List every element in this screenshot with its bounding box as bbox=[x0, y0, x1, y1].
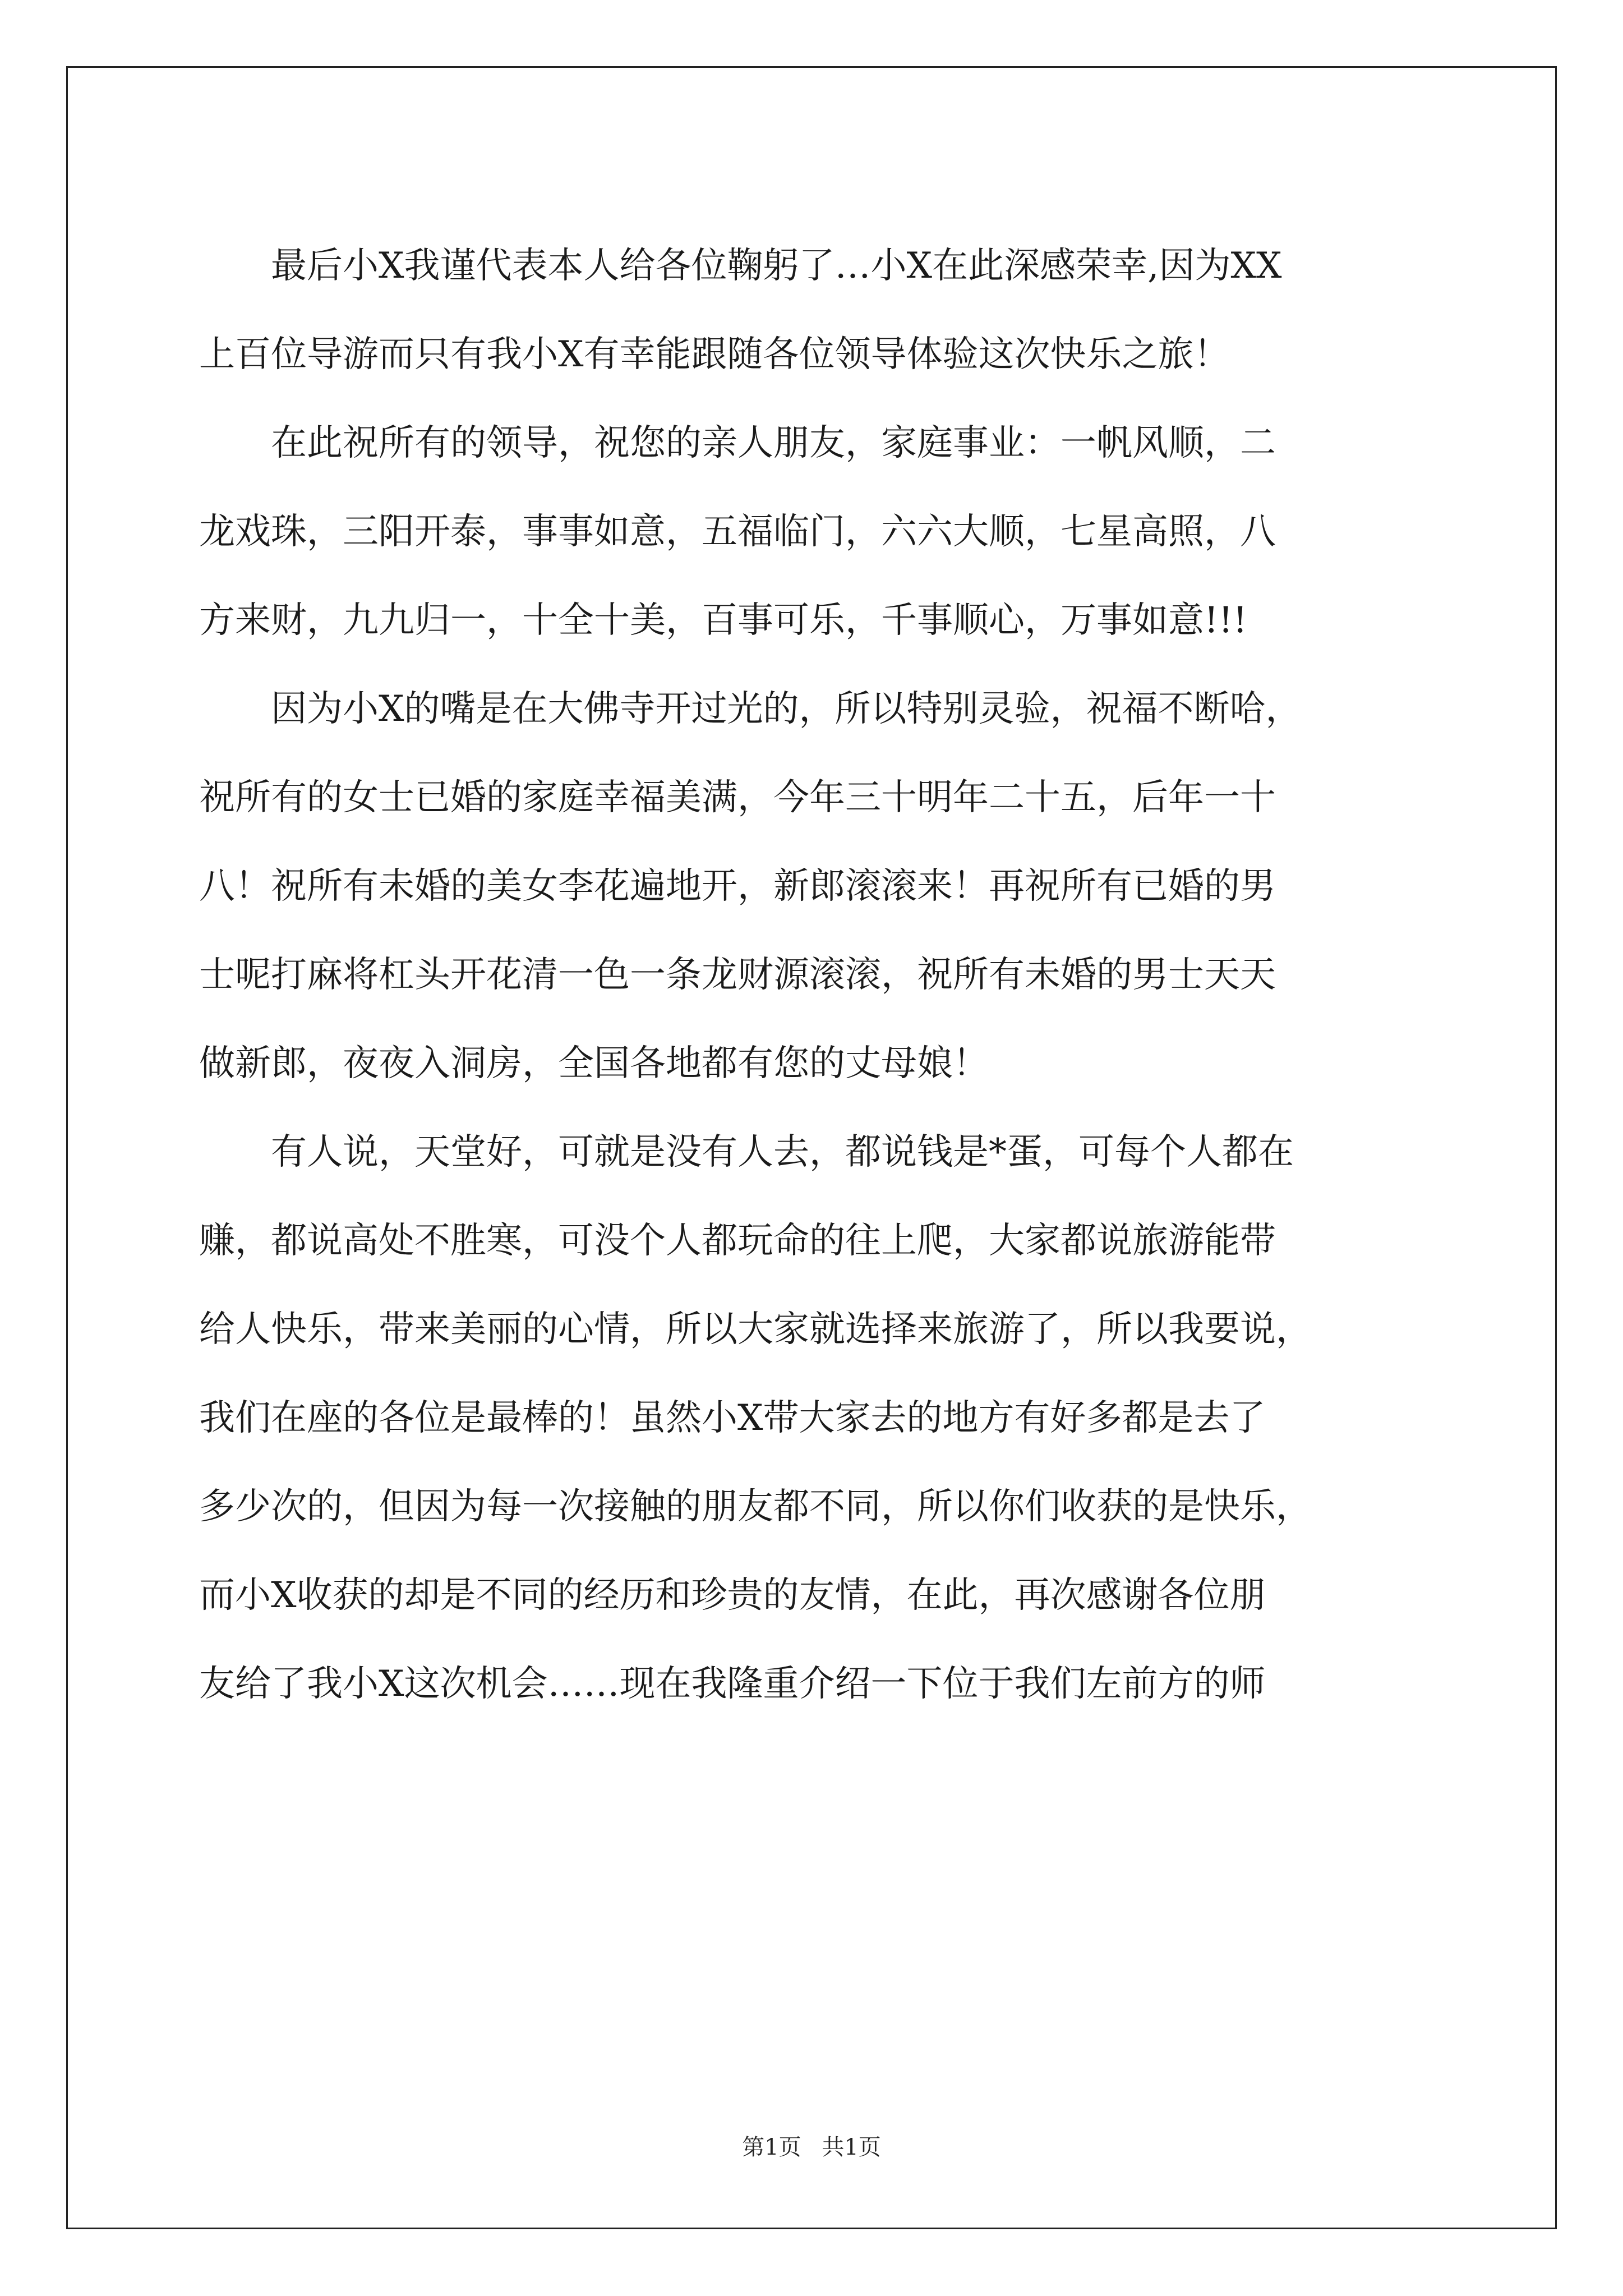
page-number-total: 共1页 bbox=[822, 2134, 881, 2160]
text-line: 方来财，九九归一，十全十美，百事可乐，千事顺心，万事如意!!! bbox=[199, 600, 1248, 641]
text-line: 士呢打麻将杠头开花清一色一条龙财源滚滚，祝所有未婚的男士天天 bbox=[199, 954, 1276, 996]
text-line: 上百位导游而只有我小X有幸能跟随各位领导体验这次快乐之旅！ bbox=[199, 334, 1230, 375]
text-line: 友给了我小X这次机会……现在我隆重介绍一下位于我们左前方的师 bbox=[199, 1663, 1266, 1705]
document-body bbox=[199, 222, 1422, 1728]
page-number-current: 第1页 bbox=[742, 2134, 801, 2160]
text-line: 给人快乐，带来美丽的心情，所以大家就选择来旅游了，所以我要说， bbox=[199, 1309, 1312, 1350]
text-line: 祝所有的女士已婚的家庭幸福美满，今年三十明年二十五，后年一十 bbox=[199, 777, 1276, 818]
text-line: 龙戏珠，三阳开泰，事事如意，五福临门，六六大顺，七星高照，八 bbox=[199, 511, 1276, 553]
text-line: 而小X收获的却是不同的经历和珍贵的友情，在此，再次感谢各位朋 bbox=[199, 1575, 1266, 1616]
text-line: 最后小X我谨代表本人给各位鞠躬了…小X在此深感荣幸,因为XX bbox=[199, 245, 1282, 287]
text-line: 我们在座的各位是最棒的！虽然小X带大家去的地方有好多都是去了 bbox=[199, 1397, 1266, 1439]
text-line: 因为小X的嘴是在大佛寺开过光的，所以特别灵验，祝福不断哈， bbox=[199, 688, 1302, 730]
text-line: 做新郎，夜夜入洞房，全国各地都有您的丈母娘！ bbox=[199, 1043, 989, 1084]
text-line: 有人说，天堂好，可就是没有人去，都说钱是*蛋，可每个人都在 bbox=[199, 1131, 1294, 1173]
text-line: 赚，都说高处不胜寒，可没个人都玩命的往上爬，大家都说旅游能带 bbox=[199, 1220, 1276, 1262]
page-footer bbox=[0, 2131, 1623, 2164]
text-line: 在此祝所有的领导，祝您的亲人朋友，家庭事业：一帆风顺，二 bbox=[199, 422, 1276, 464]
text-line: 多少次的，但因为每一次接触的朋友都不同，所以你们收获的是快乐， bbox=[199, 1486, 1312, 1527]
text-line: 八！祝所有未婚的美女李花遍地开，新郎滚滚来！再祝所有已婚的男 bbox=[199, 866, 1276, 907]
